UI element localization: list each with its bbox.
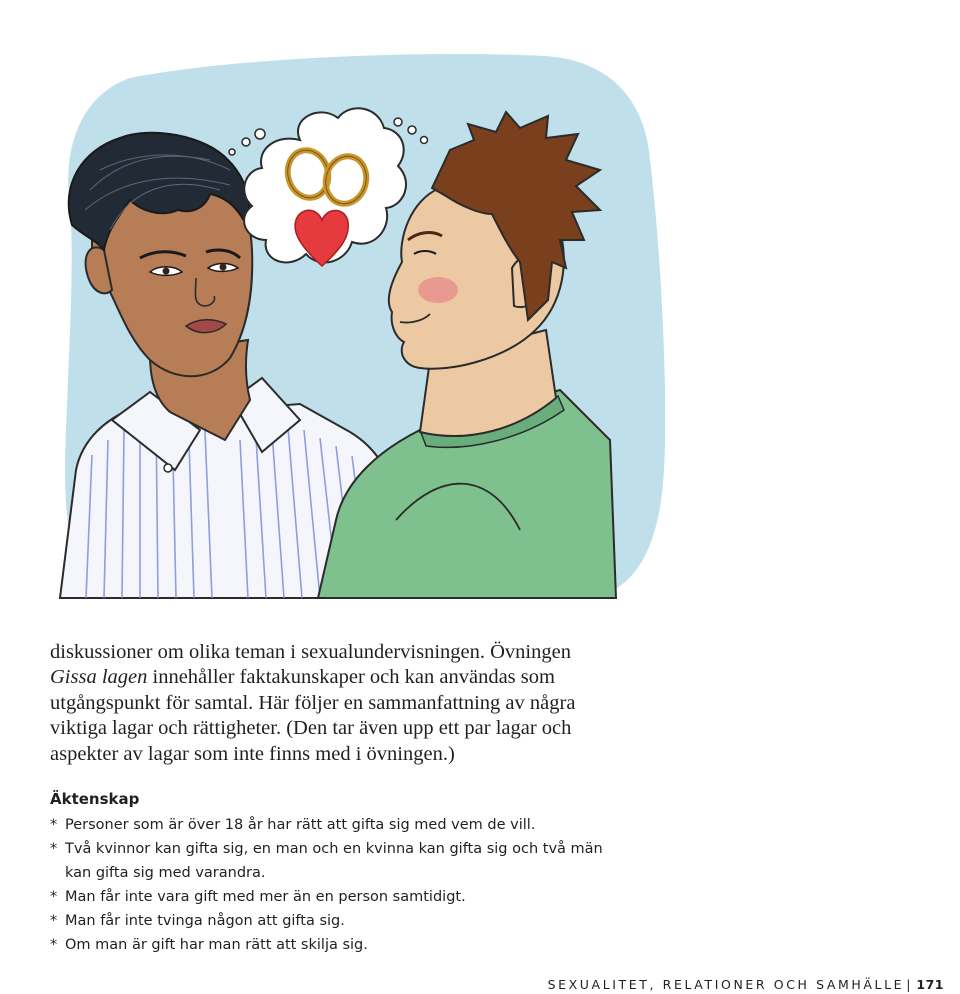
running-title: SEXUALITET, RELATIONER OCH SAMHÄLLE: [547, 977, 905, 992]
list-item: [50, 813, 610, 837]
paragraph-line: utgångspunkt för samtal. Här följer en sammanfattning av några: [50, 691, 576, 714]
paragraph-line: viktiga lagar och rättigheter. (Den tar även upp ett par lagar och: [50, 717, 572, 740]
collar-button: [164, 464, 172, 472]
bullet-marker: *: [50, 889, 58, 905]
paragraph-line: aspekter av lagar som inte finns med i övningen.): [50, 742, 455, 765]
bullet-list: [50, 813, 610, 957]
bullet-marker: *: [50, 841, 58, 857]
footer-separator: |: [906, 977, 911, 992]
list-item: [50, 933, 610, 957]
list-item: [50, 837, 610, 885]
list-item: [50, 909, 610, 933]
page-number: 171: [916, 977, 944, 992]
list-item: [50, 885, 610, 909]
paragraph-line: diskussioner om olika teman i sexualundervisningen. Övningen: [50, 641, 571, 663]
exercise-name: Gissa lagen: [50, 666, 148, 689]
paragraph-line: innehåller faktakunskaper och kan användas som: [147, 666, 555, 689]
list-item-text: Om man är gift har man rätt att skilja sig.: [65, 937, 368, 953]
bullet-marker: *: [50, 913, 58, 929]
section-heading: Äktenskap: [50, 790, 140, 808]
body-paragraph: [50, 640, 590, 767]
page-footer: [548, 977, 944, 992]
list-item-text: Man får inte tvinga någon att gifta sig.: [65, 913, 345, 929]
bullet-marker: *: [50, 817, 58, 833]
list-item-text: Personer som är över 18 år har rätt att gifta sig med vem de vill.: [65, 817, 536, 833]
right-man-blush: [418, 277, 458, 303]
list-item-text: Man får inte vara gift med mer än en person samtidigt.: [65, 889, 466, 905]
bullet-marker: *: [50, 937, 58, 953]
list-item-text: Två kvinnor kan gifta sig, en man och en kvinna kan gifta sig och två män kan gifta sig med varandra.: [65, 841, 603, 881]
